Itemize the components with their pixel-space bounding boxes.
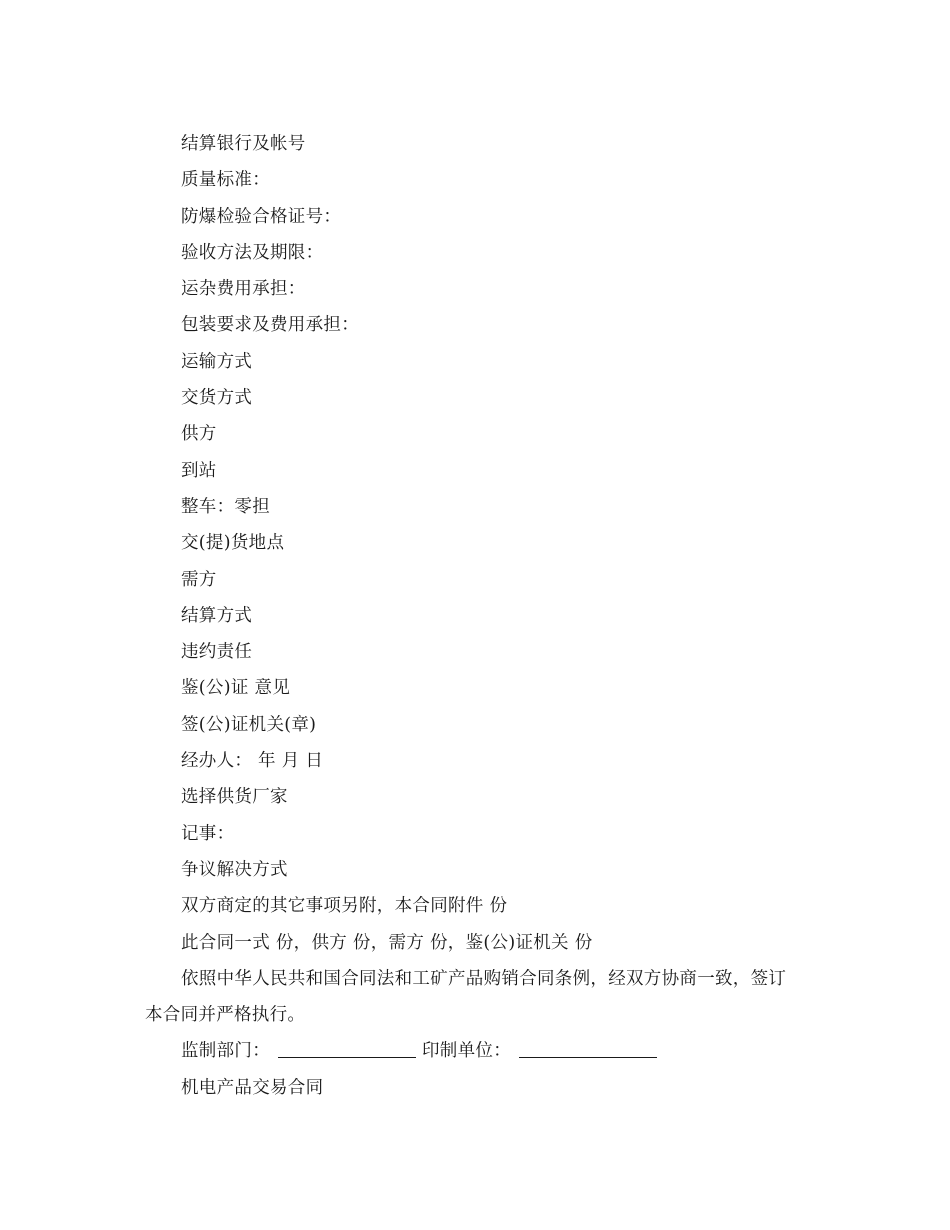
text-line: 需方 — [181, 569, 217, 590]
text-line: 此合同一式 份，供方 份，需方 份，鉴(公)证机关 份 — [181, 932, 593, 953]
text-line: 质量标准： — [181, 170, 270, 191]
printing-unit-blank — [519, 1039, 657, 1058]
text-line: 结算方式 — [181, 605, 253, 626]
text-line: 到站 — [181, 460, 217, 481]
text-line: 交(提)货地点 — [181, 533, 285, 554]
supervising-dept-label: 监制部门： — [181, 1041, 270, 1062]
text-line: 记事： — [181, 823, 235, 844]
text-line: 运杂费用承担： — [181, 279, 306, 300]
closing-title: 机电产品交易合同 — [181, 1077, 324, 1098]
document-body — [145, 126, 805, 1106]
text-line: 经办人： 年 月 日 — [181, 751, 324, 772]
agreement-paragraph: 依照中华人民共和国合同法和工矿产品购销合同条例，经双方协商一致，签订本合同并严格执行。 — [145, 968, 787, 1026]
text-line: 供方 — [181, 424, 217, 445]
text-line: 验收方法及期限： — [181, 242, 324, 263]
text-line: 防爆检验合格证号： — [181, 206, 342, 227]
text-line: 签(公)证机关(章) — [181, 714, 317, 735]
text-line: 交货方式 — [181, 388, 253, 409]
text-line: 选择供货厂家 — [181, 787, 288, 808]
text-line: 违约责任 — [181, 642, 253, 663]
text-line: 运输方式 — [181, 351, 253, 372]
text-line: 争议解决方式 — [181, 859, 288, 880]
printing-unit-label: 印制单位： — [422, 1041, 511, 1062]
text-line: 双方商定的其它事项另附，本合同附件 份 — [181, 896, 508, 917]
footer-line — [145, 1033, 805, 1069]
text-line: 整车：零担 — [181, 496, 270, 517]
supervising-dept-blank — [278, 1039, 416, 1058]
text-line: 鉴(公)证 意见 — [181, 678, 291, 699]
text-line: 结算银行及帐号 — [181, 134, 306, 154]
text-line: 包装要求及费用承担： — [181, 315, 359, 336]
